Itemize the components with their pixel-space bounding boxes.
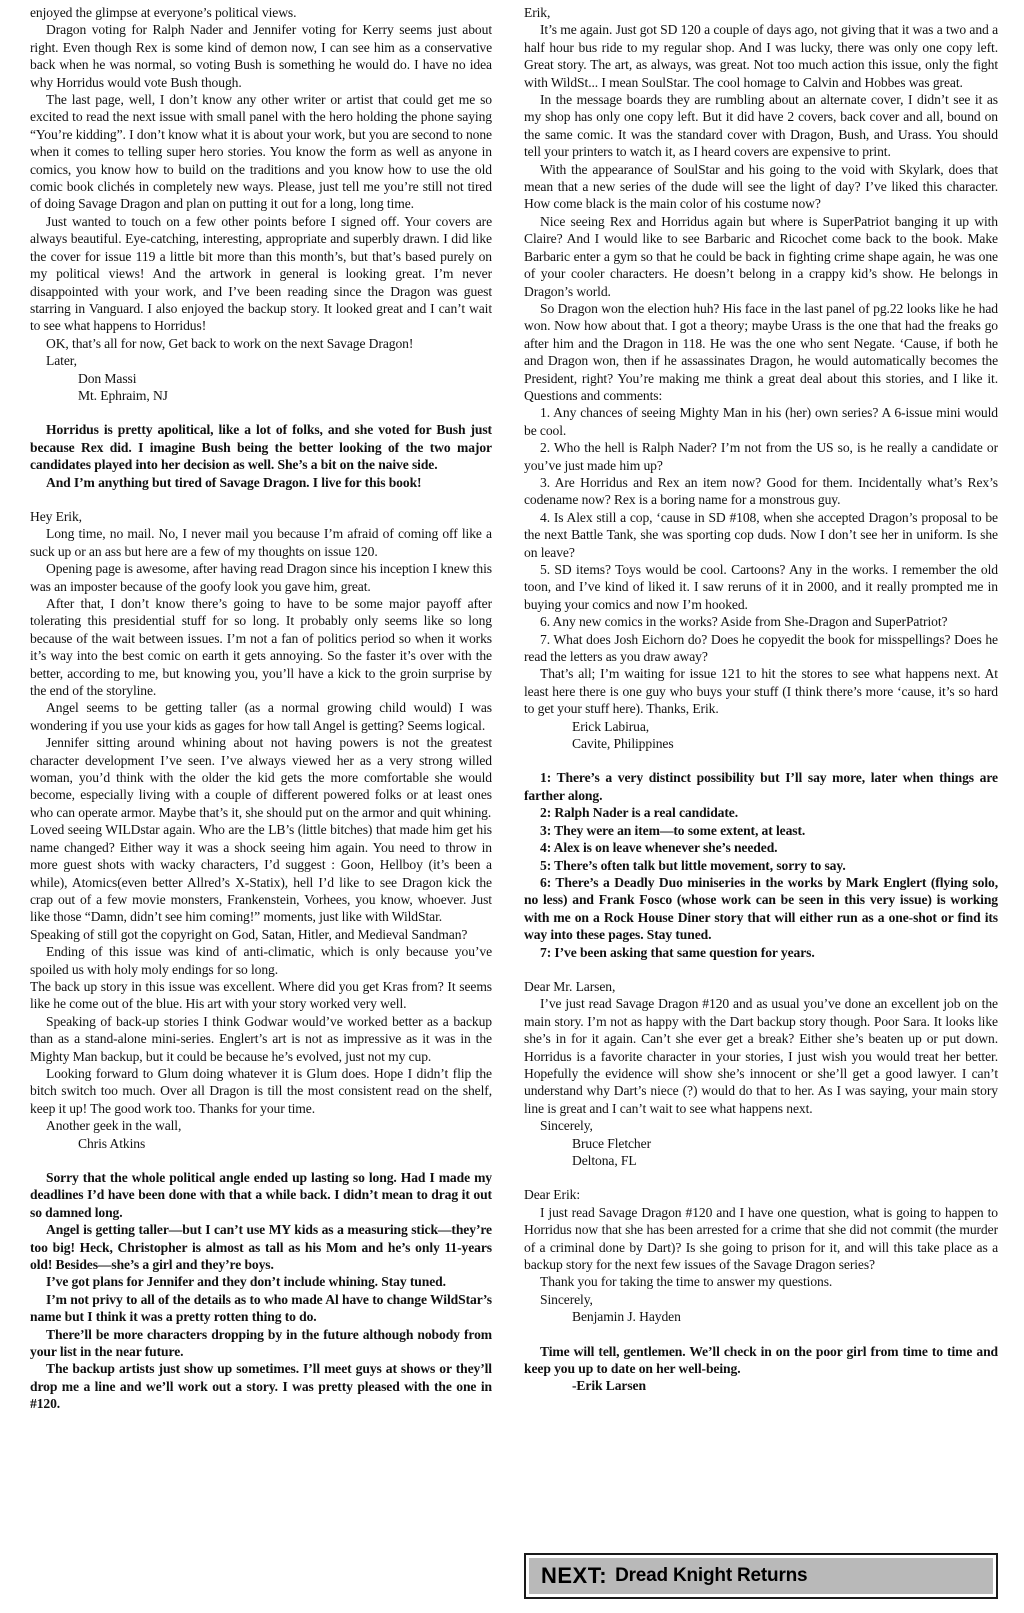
letter-paragraph: Dragon voting for Ralph Nader and Jennifer voting for Kerry seems just about right. Even though Rex is some kind of demon now, I can see him as a conservative back when he was normal, so voting Bush is something he would do. I have no idea why Horridus would vote Bush though. bbox=[30, 22, 492, 90]
response-paragraph: Horridus is pretty apolitical, like a lot of folks, and she voted for Bush just because Rex did. I imagine Bush being the better looking of the two major candidates played into her decision as well. She’s a bit on the naive side. bbox=[30, 422, 492, 473]
letter-paragraph: Long time, no mail. No, I never mail you because I’m afraid of coming off like a suck up or an ass but here are a few of my thoughts on issue 120. bbox=[30, 526, 492, 559]
response-paragraph: And I’m anything but tired of Savage Dragon. I live for this book! bbox=[46, 474, 422, 490]
letter-paragraph: After that, I don’t know there’s going to have to be some major payoff after tolerating this presidential stuff for so long. It probably only seems like so long because of the wait between issues. I’m not a fan of politics period so when it works it’s way into the best comic on earth it gets annoying. So the faster it’s over with the better, according to me, but knowing you, you’ll have a kick to the groin surprise by the end of the storyline. bbox=[30, 596, 492, 699]
signature-name: Erick Labirua, bbox=[572, 718, 650, 734]
letter-paragraph: Just wanted to touch on a few other points before I signed off. Your covers are always beautiful. Eye-catching, interesting, appropriate and superbly drawn. I did like the cover for issue 119 a little bit more than this month’s, but that’s based purely on my political views! And the artwork in general is looking great. I’m never disappointed with your work, and I’ve been reading since the Dragon was guest starring in Vanguard. I also enjoyed the backup story. It looked great and I can’t wait to see what happens to Horridus! bbox=[30, 213, 492, 334]
response-paragraph: 7: I’ve been asking that same question for years. bbox=[540, 944, 815, 960]
letter-paragraph: In the message boards they are rumbling about an alternate cover, I didn’t see it as my shop has only one copy left. But it did have 2 covers, back cover and all, bound on the same comic. It was the standard cover with Dragon, Bush, and Urass. You should tell your printers to watch it, as I heard covers are expensive to print. bbox=[524, 92, 998, 160]
letter-chris-atkins bbox=[30, 508, 492, 1152]
letter-paragraph: 3. Are Horridus and Rex an item now? Good for them. Incidentally what’s Rex’s codename now? Rex is a boring name for a monstrous guy. bbox=[524, 474, 998, 508]
signature-name: Don Massi bbox=[78, 370, 137, 386]
editor-response bbox=[30, 1169, 492, 1413]
signature-location: Deltona, FL bbox=[572, 1153, 637, 1168]
letter-paragraph: Opening page is awesome, after having read Dragon since his inception I knew this was an imposter because of the goofy look you gave him, great. bbox=[30, 561, 492, 594]
response-paragraph: 3: They were an item—to some extent, at least. bbox=[540, 822, 806, 838]
response-paragraph: 1: There’s a very distinct possibility but I’ll say more, later when things are farther along. bbox=[524, 770, 998, 803]
letter-benjamin-hayden bbox=[524, 1186, 998, 1325]
response-signature: -Erik Larsen bbox=[572, 1378, 646, 1394]
letter-salutation: Hey Erik, bbox=[30, 508, 82, 524]
letter-paragraph: enjoyed the glimpse at everyone’s political views. bbox=[30, 5, 297, 20]
response-paragraph: I’ve got plans for Jennifer and they don’t include whining. Stay tuned. bbox=[46, 1274, 446, 1290]
letter-paragraph: Jennifer sitting around whining about not having powers is not the greatest character development I’ve seen. I’ve always viewed her as a very strong willed woman, you’d think with the older the kid gets the more comfortable she would become, especially living with a couple of different powered folks or at least ones who can operate armor. Maybe that’s it, she should put on the armor and quit whining. bbox=[30, 735, 492, 820]
signature-name: Bruce Fletcher bbox=[572, 1135, 651, 1151]
letter-paragraph: 2. Who the hell is Ralph Nader? I’m not from the US so, is he really a candidate or you’ve just made him up? bbox=[524, 440, 998, 473]
next-issue-box bbox=[524, 1553, 998, 1599]
letter-paragraph: That’s all; I’m waiting for issue 121 to hit the stores to see what happens next. At least here there is one guy who buys your stuff (I think there’s more ‘cause, it’s so hard to get your stuff here). Thanks, Erik. bbox=[524, 666, 998, 717]
response-paragraph: I’m not privy to all of the details as to who made Al have to change WildStar’s name but I think it was a pretty rotten thing to do. bbox=[30, 1291, 492, 1325]
editor-response bbox=[524, 769, 998, 960]
left-column bbox=[30, 4, 492, 1584]
letter-salutation: Erik, bbox=[524, 5, 551, 20]
letter-paragraph: I just read Savage Dragon #120 and I have one question, what is going to happen to Horridus now that she has been arrested for a crime that she did not commit (the murder of a criminal done by Dart)? Is she going to prison for it, and will this take place as a backup story for the next few issues of the Savage Dragon series? bbox=[524, 1204, 998, 1273]
editor-response bbox=[524, 1343, 998, 1395]
response-paragraph: The backup artists just show up sometimes. I’ll meet guys at shows or they’ll drop me a line and we’ll work out a story. I was pretty pleased with the one in #120. bbox=[30, 1361, 492, 1412]
next-issue-title: Dread Knight Returns bbox=[615, 1565, 808, 1587]
response-paragraph: 5: There’s often talk but little movement, sorry to say. bbox=[540, 857, 846, 873]
letter-paragraph: 4. Is Alex still a cop, ‘cause in SD #108, when she accepted Dragon’s proposal to be the next Battle Tank, she was sporting cop duds. Now I don’t see her in uniform. Is she on leave? bbox=[524, 509, 998, 560]
letter-paragraph: The last page, well, I don’t know any other writer or artist that could get me so excited to read the next issue with small panel with the hero holding the phone saying “You’re kidding”. I don’t know what it is about your work, but you are second to none when it comes to telling super hero stories. You know the form as well as anyone in comics, you know how to build on the traditions and you know how to use the old comic book clichés in completely new ways. Please, just tell me you’re still not tired of doing Savage Dragon and plan on putting it out for a long, long time. bbox=[30, 92, 492, 212]
letter-erick-labirua bbox=[524, 4, 998, 752]
response-paragraph: Angel is getting taller—but I can’t use MY kids as a measuring stick—they’re too big! Heck, Christopher is almost as tall as his Mom and he’s only 11-years old! Besides—she’s a girl and they’re boys. bbox=[30, 1222, 492, 1273]
letter-paragraph: Speaking of still got the copyright on God, Satan, Hitler, and Medieval Sandman? bbox=[30, 926, 468, 942]
letter-paragraph: OK, that’s all for now, Get back to work on the next Savage Dragon! bbox=[46, 335, 414, 351]
letter-bruce-fletcher bbox=[524, 978, 998, 1169]
letter-paragraph: I’ve just read Savage Dragon #120 and as usual you’ve done an excellent job on the main story. I’m not as happy with the Dart backup story though. Poor Sara. It looks like she’s in for it again. Can’t she ever get a break? Either she’s beaten up or put down. Horridus is a favorite character in your stories, I just wish you would treat her better. Hopefully the evidence will show she’s innocent or she’ll get a good lawyer. I can’t understand why Dart’s niece (?) would do that to her. As I was saying, your main story line is great and I can’t wait to see what happens next. bbox=[524, 996, 998, 1116]
letter-paragraph: Angel seems to be getting taller (as a normal growing child would) I was wondering if you use your kids as gages for how tall Angel is getting? Seems logical. bbox=[30, 700, 492, 733]
signature-name: Chris Atkins bbox=[78, 1135, 146, 1151]
letter-paragraph: 6. Any new comics in the works? Aside from She-Dragon and SuperPatriot? bbox=[540, 614, 948, 630]
letter-paragraph: Nice seeing Rex and Horridus again but where is SuperPatriot banging it up with Claire? And I would like to see Barbaric and Ricochet come back to the book. Make Barbaric enter a gym so that he could be back in fighting crime shape again, he was one of your cooler characters. He doesn’t belong in a crappy kid’s show. He belongs in Dragon’s world. bbox=[524, 213, 998, 299]
letter-body bbox=[30, 4, 492, 352]
letter-paragraph: 1. Any chances of seeing Mighty Man in his (her) own series? A 6-issue mini would be cool. bbox=[524, 405, 998, 438]
letter-paragraph: 5. SD items? Toys would be cool. Cartoons? Any in the works. I remember the old toon, and I’ve kind of liked it. I saw reruns of it in 2000, and it really prompted me in buying your comics and now I’m hooked. bbox=[524, 562, 998, 612]
letter-paragraph: It’s me again. Just got SD 120 a couple of days ago, not giving that it was a two and a half hour bus ride to my regular shop. And I was lucky, there was only one copy left. Great story. The art, as always, was great. Not too much action this issue, only the fight with WildSt... I mean SoulStar. The cool homage to Calvin and Hobbes was great. bbox=[524, 22, 998, 90]
response-paragraph: 2: Ralph Nader is a real candidate. bbox=[540, 805, 739, 821]
next-issue-banner bbox=[529, 1558, 993, 1594]
response-paragraph: 4: Alex is on leave whenever she’s needed. bbox=[540, 840, 778, 856]
editor-response bbox=[30, 421, 492, 491]
response-paragraph: Time will tell, gentlemen. We’ll check in on the poor girl from time to time and keep you up to date on her well-being. bbox=[524, 1343, 998, 1377]
letter-paragraph: 7. What does Josh Eichorn do? Does he copyedit the book for misspellings? Does he read the letters as you draw away? bbox=[524, 631, 998, 665]
signature-location: Mt. Ephraim, NJ bbox=[78, 387, 168, 403]
letter-body bbox=[524, 21, 998, 717]
letter-paragraph: The back up story in this issue was excellent. Where did you get Kras from? It seems like he come out of the blue. His art with your story worked very well. bbox=[30, 978, 492, 1012]
response-paragraph: 6: There’s a Deadly Duo miniseries in the works by Mark Englert (flying solo, no less) and Frank Fosco (whose work can be seen in this very issue) is working with me on a Rock House Diner story that will either run as a one-shot or find its way into these pages. Stay tuned. bbox=[524, 874, 998, 943]
letter-paragraph: With the appearance of SoulStar and his going to the void with Skylark, does that mean that a new series of the dude will see the light of day? I’ve liked this character. How come black is the main color of his costume now? bbox=[524, 161, 998, 212]
response-paragraph: There’ll be more characters dropping by in the future although nobody from your list in the near future. bbox=[30, 1326, 492, 1360]
right-column bbox=[524, 4, 998, 1549]
letter-closing: Later, bbox=[46, 353, 77, 369]
letter-salutation: Dear Mr. Larsen, bbox=[524, 978, 616, 994]
letter-salutation: Dear Erik: bbox=[524, 1187, 580, 1203]
letter-don-massi bbox=[30, 4, 492, 404]
letter-closing: Sincerely, bbox=[540, 1291, 593, 1307]
signature-location: Cavite, Philippines bbox=[572, 736, 674, 752]
letter-body bbox=[30, 525, 492, 1117]
letter-paragraph: Thank you for taking the time to answer my questions. bbox=[540, 1274, 833, 1290]
signature-name: Benjamin J. Hayden bbox=[572, 1309, 681, 1325]
letter-paragraph: Speaking of back-up stories I think Godwar would’ve worked better as a backup than as a stand-alone mini-series. Englert’s art is not as impressive as it was in the Mighty Man backup, but it could be because he’s evolved, just not my cup. bbox=[30, 1013, 492, 1064]
response-paragraph: Sorry that the whole political angle ended up lasting so long. Had I made my deadlines I’d have been done with that a while back. I didn’t mean to drag it out so damned long. bbox=[30, 1170, 492, 1220]
next-label: NEXT: bbox=[541, 1563, 608, 1589]
letter-closing: Sincerely, bbox=[540, 1118, 593, 1134]
letter-paragraph: Looking forward to Glum doing whatever it is Glum does. Hope I didn’t flip the bitch switch too much. Over all Dragon is till the most consistent read on the shelf, keep it up! The good work too. Thanks for your time. bbox=[30, 1065, 492, 1116]
letter-paragraph: Loved seeing WILDstar again. Who are the LB’s (little bitches) that made him get his name changed? Either way it was a shock seeing him again. You need to throw in more guest shots with wacky characters, I’d suggest : Goon, Hellboy (it’s been a while), Atomics(even better Allred’s X-Statix), hell I’d like to see Dragon kick the crap out of a few movie monsters, Frankenstein, Vorhees, you know, whoever. Just like those “Damn, didn’t see him coming!” moments, just like with WildStar. bbox=[30, 822, 492, 925]
letter-closing: Another geek in the wall, bbox=[46, 1118, 182, 1134]
letter-paragraph: So Dragon won the election huh? His face in the last panel of pg.22 looks like he had won. Now how about that. I got a theory; maybe Urass is the one that had the freaks go after him and the Dragon in 118. He was the one who sent Negate. ‘Cause, if both he and Dragon won, then if he assassinates Dragon, he would automatically becomes the President, right? You’re making me think a great deal about this stories, and I like it. Questions and comments: bbox=[524, 300, 998, 403]
letter-paragraph: Ending of this issue was kind of anti-climatic, which is only because you’ve spoiled us with holy moly endings for so long. bbox=[30, 944, 492, 977]
